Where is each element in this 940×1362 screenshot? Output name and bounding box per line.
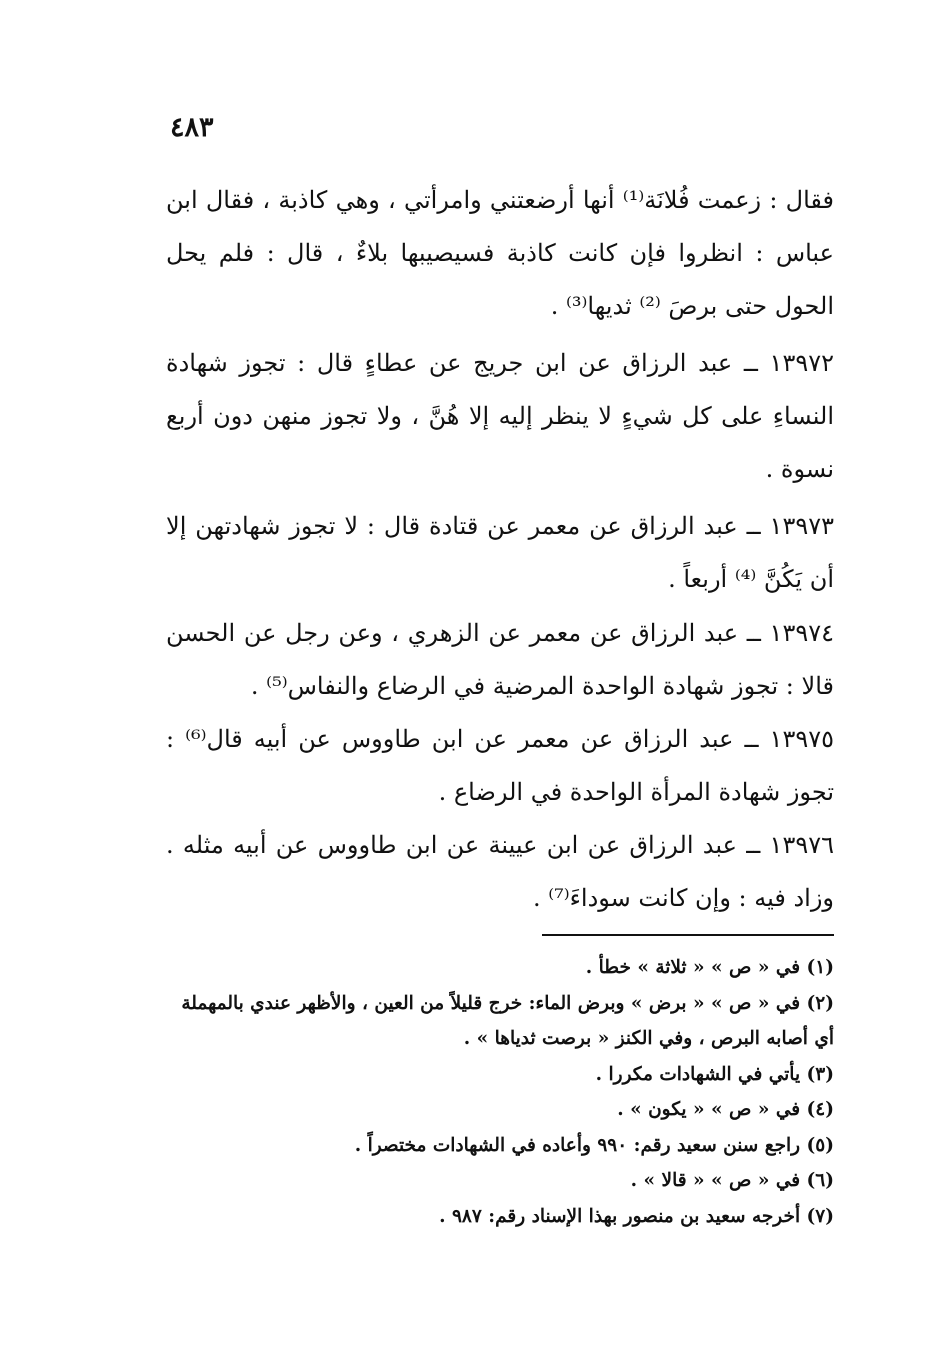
page-number: ٤٨٣ — [170, 112, 214, 143]
footnote-2: (٢) في « ص » « برض » وبرض الماء: خرج قليلاً من العين ، والأظهر عندي بالمهملة — [181, 992, 834, 1014]
footnote-7: (٧) أخرجه سعيد بن منصور بهذا الإسناد رقم: ٩٨٧ . — [439, 1205, 834, 1227]
hadith-13976: ١٣٩٧٦ ــ عبد الرزاق عن ابن عيينة عن ابن طاووس عن أبيه مثله . وزاد فيه : وإن كانت سوداءَ⁽⁷⁾ . — [166, 831, 834, 912]
footnotes — [166, 950, 834, 1234]
hadith-13974: ١٣٩٧٤ ــ عبد الرزاق عن معمر عن الزهري ، وعن رجل عن الحسن قالا : تجوز شهادة الواحدة المرضية في الرضاع والنفاس⁽⁵⁾ . — [166, 619, 834, 700]
footnote-4: (٤) في « ص » « يكون » . — [617, 1099, 834, 1120]
paragraph-continuation: فقال : زعمت فُلانَة⁽¹⁾ أنها أرضعتني وامرأتي ، وهي كاذبة ، فقال ابن عباس : انظروا فإن كانت كاذبة فسيصيبها بلاءٌ ، قال : فلم يحل الحول حتى برصَ ⁽²⁾ ثديها⁽³⁾ . — [166, 186, 834, 320]
footnote-separator — [542, 934, 834, 936]
footnote-6: (٦) في « ص » « قالا » . — [630, 1170, 834, 1191]
footnote-3: (٣) يأتي في الشهادات مكررا . — [595, 1063, 834, 1085]
hadith-13973: ١٣٩٧٣ ــ عبد الرزاق عن معمر عن قتادة قال : لا تجوز شهادتهن إلا أن يَكُنَّ ⁽⁴⁾ أربعاً . — [166, 512, 834, 593]
footnote-1: (١) في « ص » « ثلاثة » خطأ . — [585, 957, 834, 978]
footnote-5: (٥) راجع سنن سعيد رقم: ٩٩٠ وأعاده في الشهادات مختصراً . — [354, 1134, 834, 1156]
hadith-13975: ١٣٩٧٥ ــ عبد الرزاق عن معمر عن ابن طاووس عن أبيه قال⁽⁶⁾ : تجوز شهادة المرأة الواحدة في الرضاع . — [166, 725, 834, 806]
footnote-2-continued: أي أصابه البرص ، وفي الكنز « برصت ثدياها » . — [463, 1028, 834, 1049]
hadith-13972: ١٣٩٧٢ ــ عبد الرزاق عن ابن جريج عن عطاءٍ قال : تجوز شهادة النساءِ على كل شيءٍ لا ينظر إليه إلا هُنَّ ، ولا تجوز منهن دون أربع نسوة . — [166, 349, 834, 483]
